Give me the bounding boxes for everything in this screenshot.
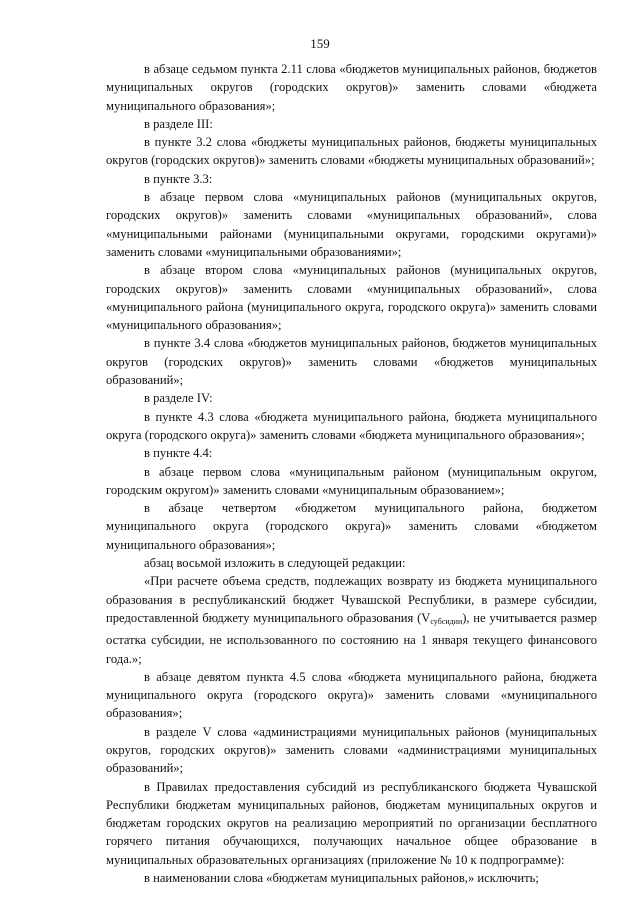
paragraph-section-5: в разделе V слова «администрациями муниципальных районов (муниципальных округов, городских округов)» заменить словами «администрациями муниципальных образований»; [106,724,597,776]
paragraph-4-4-first: в абзаце первом слова «муниципальным районом (муниципальным округом, городским округом)» заменить словами «муниципальным образованием»; [106,464,597,497]
paragraph-point-3-3: в пункте 3.3: [144,171,213,186]
paragraph-point-3-2: в пункте 3.2 слова «бюджеты муниципальных районов, бюджеты муниципальных округов (городских округов)» заменить словами «бюджеты муниципальных образований»; [106,135,597,168]
paragraph-point-3-4: в пункте 3.4 слова «бюджетов муниципальных районов, бюджетов муниципальных округов (городских округов)» заменить словами «бюджетов муниципальных образований»; [106,336,597,388]
paragraph-rules-subsidies: в Правилах предоставления субсидий из республиканского бюджета Чувашской Республики бюджетам муниципальных районов, бюджетам муниципальных округов и бюджетам городских округов на реализацию мероприятий по организации бесплатного горячего питания обучающихся, получающих начальное общее образование в муниципальных образовательных организациях (приложение № 10 к подпрограмме): [106,779,597,867]
paragraph-point-4-4: в пункте 4.4: [144,446,213,461]
paragraph-section-3: в разделе III: [144,116,213,131]
page-number: 159 [310,36,330,51]
paragraph-quoted-text [106,572,597,667]
quote-text-before: «При расчете объема средств, подлежащих возврату из бюджета муниципального образования в республиканский бюджет Чувашской Республики, в размере субсидии, предоставленной бюджету муниципального образования (V [106,574,597,625]
paragraph-amend-2-11: в абзаце седьмом пункта 2.11 слова «бюджетов муниципальных районов, бюджетов муниципальных округов (городских округов)» заменить словами «бюджета муниципального образования»; [106,62,597,113]
document-body [106,60,597,887]
quote-subscript: субсидии [430,616,463,626]
paragraph-title-exclusion: в наименовании слова «бюджетам муниципальных районов,» исключить; [144,871,539,886]
paragraph-4-4-fourth: в абзаце четвертом «бюджетом муниципального района, бюджетом муниципального округа (городского округа)» заменить словами «бюджетом муниципального образования»; [106,501,597,552]
paragraph-point-4-5: в абзаце девятом пункта 4.5 слова «бюджета муниципального района, бюджета муниципального округа (городского округа)» заменить словами «муниципального образования»; [106,669,597,721]
paragraph-eighth-new-edition: абзац восьмой изложить в следующей редакции: [144,556,406,571]
paragraph-3-3-first: в абзаце первом слова «муниципальных районов (муниципальных округов, городских округов)» заменить словами «муниципальных образований», слова «муниципальными районами (муниципальными округами, городскими округами)» заменить словами «муниципальными образованиями»; [106,190,597,259]
paragraph-3-3-second: в абзаце втором слова «муниципальных районов (муниципальных округов, городских округов)» заменить словами «муниципальных образований», слова «муниципального района (муниципального округа, городского округа)» заменить словами «муниципального образования»; [106,263,597,333]
paragraph-point-4-3: в пункте 4.3 слова «бюджета муниципального района, бюджета муниципального округа (городского округа)» заменить словами «бюджета муниципального образования»; [106,409,597,442]
paragraph-section-4: в разделе IV: [144,391,213,406]
quote-text-after: ), не учитывается размер остатка субсидии, не использованного по состоянию на 1 января текущего финансового года.»; [106,610,597,666]
